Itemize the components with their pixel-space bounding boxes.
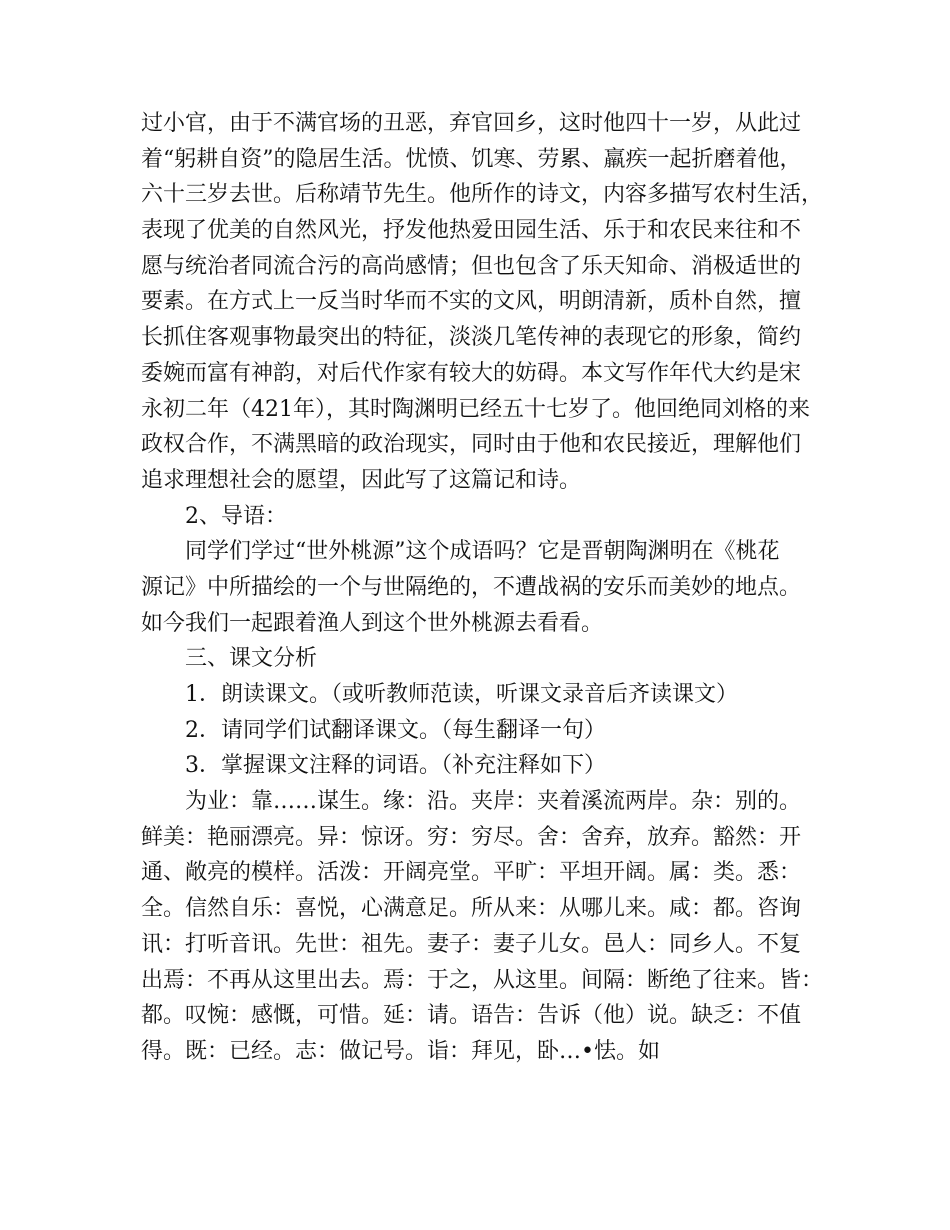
text-line: 全。信然自乐：喜悦，心满意足。所从来：从哪儿来。咸：都。咨询	[141, 896, 802, 922]
text-line: 愿与统治者同流合污的高尚感情；但也包含了乐天知命、消极适世的	[141, 253, 802, 279]
text-line: 得。既：已经。志：做记号。诣：拜见，卧…•怯。如	[141, 1038, 660, 1064]
text-line: 源记》中所描绘的一个与世隔绝的，不遭战祸的安乐而美妙的地点。	[141, 574, 802, 600]
text-line: 如今我们一起跟着渔人到这个世外桃源去看看。	[141, 610, 604, 636]
text-line: 出焉：不再从这里出去。焉：于之，从这里。间隔：断绝了往来。皆：	[141, 967, 824, 993]
text-line: 追求理想社会的愿望，因此写了这篇记和诗。	[141, 467, 582, 493]
text-line: 讯：打听音讯。先世：祖先。妻子：妻子儿女。邑人：同乡人。不复	[141, 931, 802, 957]
text-line: 要素。在方式上一反当时华而不实的文风，明朗清新，质朴自然，擅	[141, 289, 802, 315]
text-line: 过小官，由于不满官场的丑恶，弃官回乡，这时他四十一岁，从此过	[141, 111, 802, 136]
text-line: 3．掌握课文注释的词语。（补充注释如下）	[185, 753, 606, 779]
document-body	[141, 106, 824, 1070]
text-line: 着“躬耕自资”的隐居生活。忧愤、饥寒、劳累、羸疾一起折磨着他，	[141, 146, 802, 172]
text-line: 都。叹惋：感慨，可惜。延：请。语告：告诉（他）说。缺乏：不值	[141, 1003, 802, 1029]
text-line: 政权合作，不满黑暗的政治现实，同时由于他和农民接近，理解他们	[141, 432, 802, 458]
text-line: 三、课文分析	[185, 646, 318, 672]
text-line: 同学们学过“世外桃源”这个成语吗？它是晋朝陶渊明在《桃花	[185, 539, 780, 565]
text-line: 永初二年（421年），其时陶渊明已经五十七岁了。他回绝同刘格的来	[141, 396, 810, 422]
text-line: 鲜美：艳丽漂亮。异：惊讶。穷：穷尽。舍：舍弃，放弃。豁然：开	[141, 824, 802, 850]
text-line: 2、导语：	[185, 503, 287, 529]
text-line: 表现了优美的自然风光，抒发他热爱田园生活、乐于和农民来往和不	[141, 218, 802, 244]
text-line: 六十三岁去世。后称靖节先生。他所作的诗文，内容多描写农村生活，	[141, 182, 824, 208]
text-line: 通、敞亮的模样。活泼：开阔亮堂。平旷：平坦开阔。属：类。悉：	[141, 860, 802, 886]
text-line: 2．请同学们试翻译课文。（每生翻译一句）	[185, 717, 606, 743]
text-line: 长抓住客观事物最突出的特征，淡淡几笔传神的表现它的形象，简约	[141, 325, 802, 351]
text-line: 委婉而富有神韵，对后代作家有较大的妨碍。本文写作年代大约是宋	[141, 360, 802, 386]
text-line: 为业：靠……谋生。缘：沿。夹岸：夹着溪流两岸。杂：别的。	[185, 789, 802, 815]
text-line: 1．朗读课文。（或听教师范读，听课文录音后齐读课文）	[185, 682, 738, 707]
